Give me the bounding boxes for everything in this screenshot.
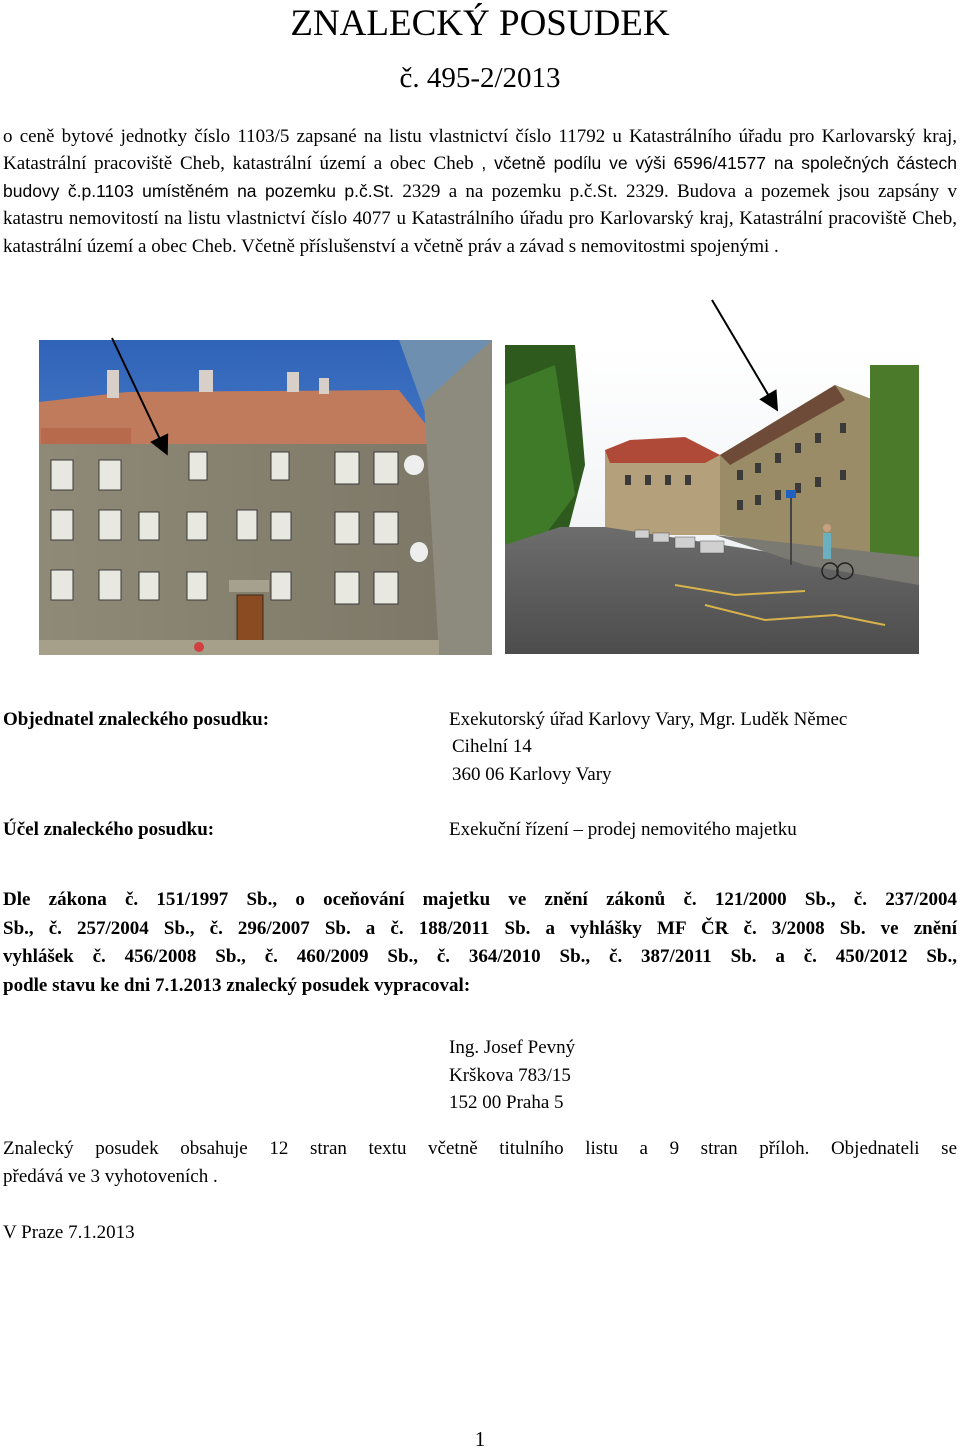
- client-city: 360 06 Karlovy Vary: [452, 764, 612, 785]
- pages-note: [3, 1135, 957, 1190]
- expert-street: Krškova 783/15: [449, 1064, 571, 1086]
- expert-city: 152 00 Praha 5: [449, 1092, 564, 1113]
- intro-paragraph: [3, 123, 957, 260]
- purpose-label: Účel znaleckého posudku:: [3, 819, 215, 840]
- place-date: V Praze 7.1.2013: [3, 1222, 135, 1243]
- intro-part-3: 2329 a na pozemku p.č.St. 2329. Budova a pozemek jsou zapsány v katastru nemovitostí na listu vlastnictví číslo 4077 u Katastrálního úřadu pro Karlovarský kraj, Katastrální pracoviště Cheb, katastrální území a obec Cheb. Včetně příslušenství a včetně práv a závad s nemovitostmi spojenými .: [3, 180, 957, 257]
- law-line-4: podle stavu ke dni 7.1.2013 znalecký posudek vypracoval:: [3, 974, 471, 996]
- document-title: ZNALECKÝ POSUDEK: [290, 3, 670, 44]
- client-street: Cihelní 14: [452, 736, 532, 757]
- intro-part-1: o ceně bytové jednotky číslo 1103/5 zapsané na listu vlastnictví číslo 11792 u Katastrálního úřadu pro Karlovarský kraj, Katastrální pracoviště Cheb, katastrální území a obec Cheb: [3, 126, 957, 175]
- expert-block: [449, 1034, 575, 1117]
- law-line-1: Dle zákona č. 151/1997 Sb., o oceňování majetku ve znění zákonů č. 121/2000 Sb., č. 237/2004: [3, 889, 957, 910]
- intro-part-2: , včetně podílu ve výši 6596/41577 na společných částech budovy č.p.1103 umístěném na pozemku p.č.St.: [3, 153, 957, 201]
- law-line-3: vyhlášek č. 456/2008 Sb., č. 460/2009 Sb., č. 364/2010 Sb., č. 387/2011 Sb. a č. 450/2012 Sb.,: [3, 946, 957, 967]
- expert-name: Ing. Josef Pevný: [449, 1037, 576, 1058]
- law-line-2: Sb., č. 257/2004 Sb., č. 296/2007 Sb. a č. 188/2011 Sb. a vyhlášky MF ČR č. 3/2008 Sb. ve znění: [3, 917, 957, 939]
- building-facade-photo: [39, 340, 492, 655]
- pages-note-line-2: předává ve 3 vyhotoveních .: [3, 1165, 218, 1187]
- street-view-photo: [505, 345, 919, 654]
- pages-note-line-1: Znalecký posudek obsahuje 12 stran textu včetně titulního listu a 9 stran příloh. Objednateli se: [3, 1138, 957, 1159]
- client-name: Exekutorský úřad Karlovy Vary, Mgr. Luděk Němec: [449, 709, 848, 730]
- client-label: Objednatel znaleckého posudku:: [3, 709, 270, 730]
- page-number: 1: [474, 1427, 486, 1451]
- legal-basis: [3, 886, 957, 1000]
- purpose-value: Exekuční řízení – prodej nemovitého majetku: [449, 819, 797, 840]
- document-number: č. 495-2/2013: [399, 62, 561, 94]
